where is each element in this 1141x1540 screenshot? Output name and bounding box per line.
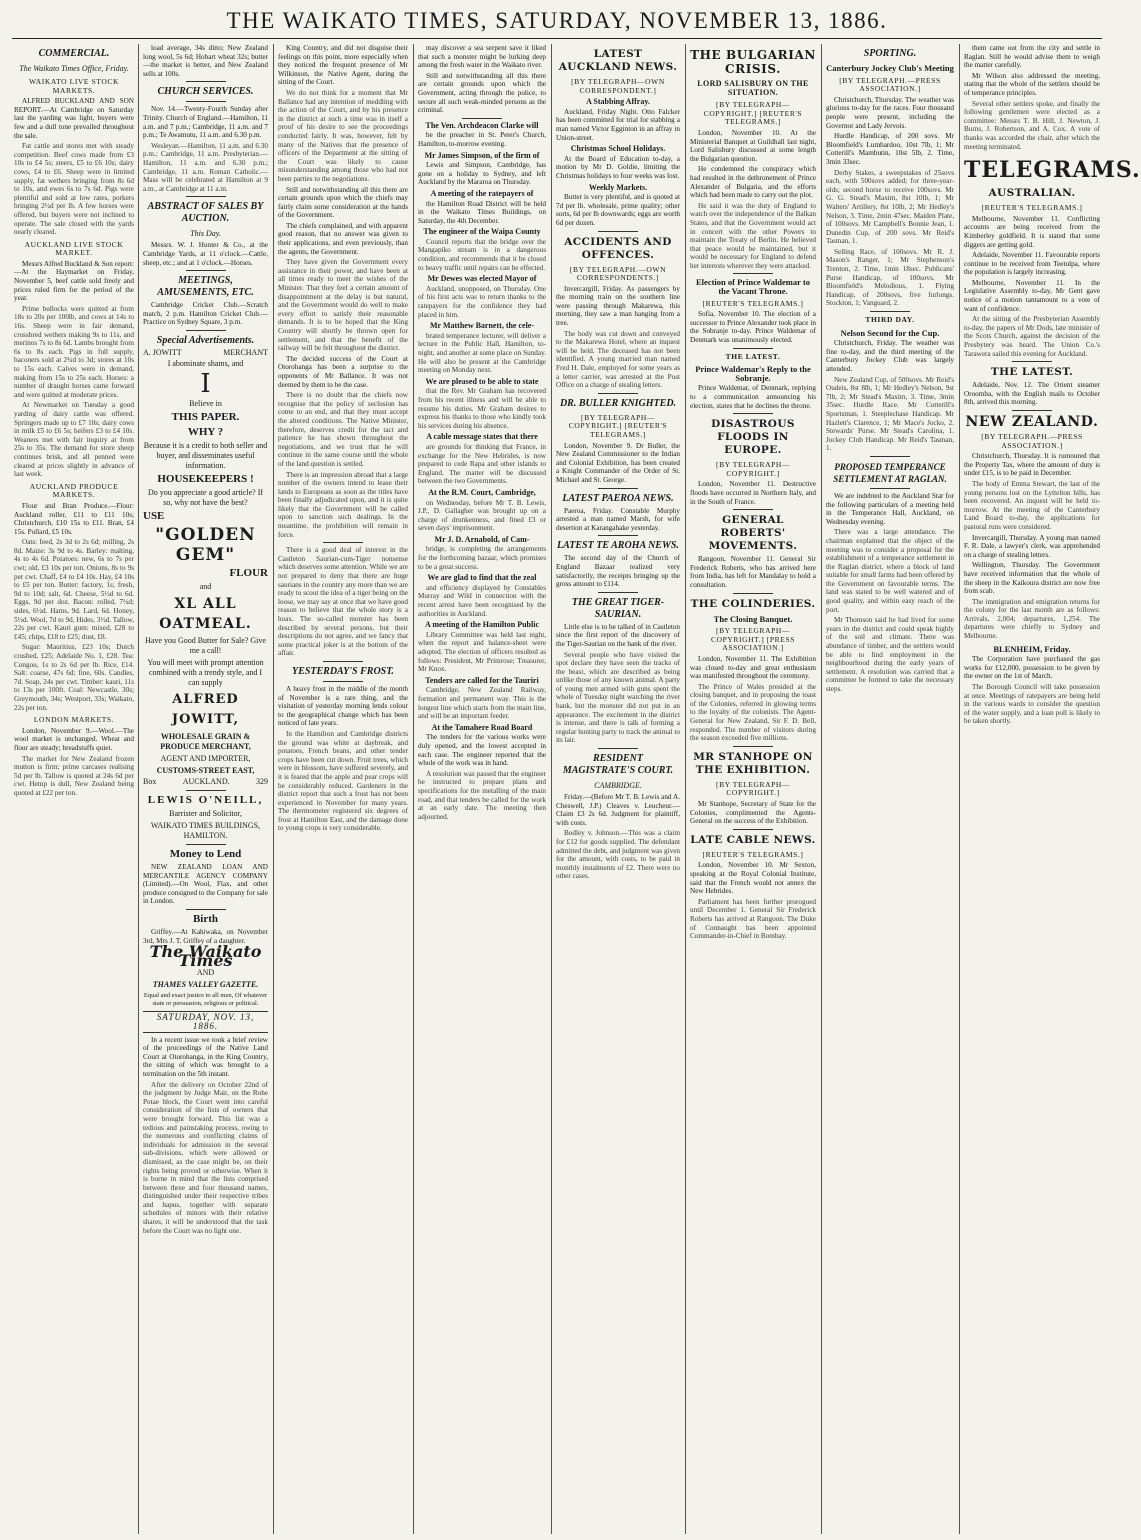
press-credit: [REUTER'S TELEGRAMS.] [981, 203, 1083, 213]
section-heading: ABSTRACT OF SALES BY AUCTION. [147, 201, 264, 225]
paragraph: King Country, and did not disguise their feelings on this point, more especially when they noticed the frequent presence of Mr Wilkinson, the Native Agent, during the sitting of the Court. [278, 44, 408, 87]
column-rule [685, 44, 686, 1534]
subheading: The Closing Banquet. [713, 613, 793, 624]
top-rule [12, 38, 1102, 39]
ad-product: "GOLDEN GEM" [155, 525, 256, 566]
subheading: LONDON MARKETS. [33, 715, 115, 725]
flag-motto: Equal and exact justice to all men, Of whatever state or persuasion, religious or political. [143, 992, 268, 1008]
ad-line: FLOUR [229, 567, 268, 580]
paragraph: Invercargill, Friday. As passengers by the morning train on the southern line were passing through Makarewa, this morning, they saw a man hanging from a tree. [556, 284, 680, 328]
paragraph: ALFRED BUCKLAND AND SON REPORT.—At Cambridge on Saturday last the yarding was light, buyers were few and a dull tone prevailed throughout the sale. [14, 97, 134, 140]
subheading: THIRD DAY. [865, 315, 915, 325]
ad-line: Have you Good Butter for Sale? Give me a call! [145, 636, 266, 656]
ad-city: AUCKLAND. [182, 777, 230, 787]
divider [186, 844, 226, 845]
paragraph: the Hamilton Road District will be held in the Waikato Times Buildings, on Saturday, the 4th December. [418, 199, 546, 225]
filler-text: The body of Emma Stewart, the last of the young persons lost on the Lyttelton hills, has been recovered. An inquest will be held to-morrow. At the meeting of the Canterbury Land Board to-day, the applications for pastoral runs were considered. [964, 479, 1100, 531]
divider [186, 330, 226, 331]
paragraph: Flour and Bran Produce.—Flour: Auckland roller, £11 to £11 10s; Christchurch, £10 15s to £11. Bran, £4 15s. Pollard, £5 10s. [14, 501, 134, 536]
paragraph: load average, 34s ditto; New Zealand long wool, 5s 6d; Hobart wheat 32s; butter—the market is better, and New Zealand sells at 100s. [143, 44, 268, 78]
paragraph: Friday.—(Before Mr T. B. Lewis and A. Cheswell, J.P.) Cleaves v. Leucheur.—Claim £3 2s 6d. Judgment for plaintiff, with costs. [556, 793, 680, 827]
leader-paragraph: In a recent issue we took a brief review of the proceedings of the Native Land Court at Otorohanga, in the King Country, the sitting of which was brought to a termination on the 5th instant. [143, 1035, 268, 1078]
column-local-news [418, 44, 546, 1534]
press-credit: [REUTER'S TELEGRAMS.] [702, 849, 804, 859]
section-heading: COMMERCIAL. [38, 48, 110, 59]
paragraph: them came out from the city and settle in Raglan. Still he would advise them to weigh the matter carefully. [964, 44, 1100, 70]
filler-text: Mr Thomson said he had lived for some years in the district and could speak highly of the soil and climate. There was abundance of timber, and the settlers would be able to find employment in the neighbourhood during the early years of settlement. A resolution was carried that a committee be formed to take the necessary steps. [826, 616, 954, 693]
subheading: AUCKLAND LIVE STOCK MARKET. [24, 239, 124, 258]
section-heading: LATE CABLE NEWS. [690, 833, 816, 846]
paragraph: The second day of the Church of England Bazaar realized very satisfactorily, the receipts bringing up the gross amount to £114. [556, 554, 680, 589]
paragraph: Adelaide, Nov. 12. The Orient steamer Oroomba, with the English mails to October 8th, arrived this morning. [964, 381, 1100, 407]
section-heading: LATEST TE AROHA NEWS. [557, 540, 679, 552]
filler-text: Fat cattle and stores met with steady competition. Beef cows made from £3 10s to £4 5s; steers, £5 to £6 10s; dairy cows, £4 to £6. Sheep were in limited supply, fat wethers bringing from 8s 6d to 10s, and ewes 6s to 7s 6d. Pigs were plentiful and sold at low rates, porkers bringing 2½d per lb. A few horses were offered, but buyers were not inclined to operate. The sale closed with the yards nearly cleared. [14, 142, 134, 237]
filler-text: bridge, is completing the arrangements for the forthcoming bazaar, which promises to be a great success. [418, 545, 546, 571]
paragraph: London, November 11. Destructive floods have occurred in Northern Italy, and in the South of France. [690, 480, 816, 506]
paragraph: be the preacher in St. Peter's Church, Hamilton, to-morrow evening. [418, 131, 546, 148]
news-lead: We are pleased to be able to state [425, 376, 539, 386]
filler-text: We do not think for a moment that Mr Ballance had any intention of meddling with the action of the Court, and by his presence in the district at such a time was in itself a proof of his desire to see the proceedings conducted fairly. It was, however, felt by many of the Natives that the presence of officers of the Department at the sitting of the Court was likely to cause misunderstanding among those who had not been parties to the negotiations. [278, 88, 408, 183]
paragraph: Wellington, Thursday. The Government have received information that the whole of the sheep in the Kaikoura district are now free from scab. [964, 561, 1100, 596]
section-heading: DR. BULLER KNIGHTED. [559, 397, 677, 409]
paragraph: Hurdle Handicap, of 200 sovs. Mr Bloomfield's Lumbardoo, 10st 7lb, 1; Mr Cotterill's Mambutin, 10st 5lb, 2. Time, 3min 33sec. [826, 132, 954, 166]
paragraph: The chiefs complained, and with apparent good reason, that no answer was given to their applications, and even previously, than the agents, the Government. [278, 221, 408, 256]
divider [598, 488, 638, 489]
section-heading: TELEGRAMS. [964, 157, 1141, 184]
ad-heading: Birth [192, 913, 219, 926]
news-lead: Weekly Markets. [588, 182, 648, 192]
filler-text: The market for New Zealand frozen mutton is firm; prime carcases realising 5d per lb. Tallow is quoted at 24s 6d per cwt. Hemp is dull, New Zealand being quoted at £22 per ton. [14, 754, 134, 797]
paragraph: Still and notwithstanding all this there are certain grounds upon which the Government, acting through the police, to secure all such weak-minded persons as the criminal. [418, 71, 546, 115]
news-lead: We are glad to find that the zeal [427, 573, 537, 583]
ad-line: I abominate shams, and [167, 359, 244, 369]
press-credit: [BY TELEGRAPH—COPYRIGHT.] [REUTER'S TELEGRAMS.] [568, 412, 668, 439]
paragraph: Little else is to be talked of in Castleton since the first report of the discovery of the Tiger-Saurian on the bank of the river. [556, 622, 680, 648]
filler-text: The body was cut down and conveyed to the Makarewa Hotel, where an inquest will be held. The deceased has not been identified. A young married man named Fred H. Dale, employed for some years as a letter carrier, was arrested at the Post Office on a charge of stealing letters. [556, 329, 680, 390]
section-heading: THE BULGARIAN CRISIS. [690, 48, 816, 76]
ad-line: THIS PAPER. [171, 411, 240, 424]
subheading: THE LATEST. [725, 351, 781, 361]
news-lead: Mr Matthew Barnett, the cele- [429, 321, 535, 331]
ad-line: You will meet with prompt attention combined with a trendy style, and I can supply [147, 658, 264, 688]
flag-subtitle: THAMES VALLEY GAZETTE. [152, 980, 259, 990]
filler-text: Sugar: Mauritius, £23 10s; Dutch crushed, £25; Adelaide No. 1, £28. Tea: Congou, 1s to 2s 6d per lb. Rice, £14. Salt: coarse, 47s 6d; fine, 60s. Candles, 7d. Soap, 24s per cwt. Timber: kauri, 11s to 13s per 100ft. Coal: Newcastle, 30s; Greymouth, 34s; Westport, 33s; Waikato, 22s per ton. [14, 643, 134, 712]
divider [598, 535, 638, 536]
filler-text: A resolution was passed that the engineer be instructed to prepare plans and specifications for the metalling of the main road, and that tenders be called for the work at an early date. The meeting then adjourned. [418, 769, 546, 821]
paragraph: At the Board of Education to-day, a motion by Mr D. Goldie, limiting the Christmas holidays to four weeks was lost. [556, 154, 680, 180]
filler-text: Library Committee was held last night, when the report and balance-sheet were adopted. The election of officers resulted as follows: President, Mr Primrose; Treasurer, Mr Knox. [418, 630, 546, 674]
ad-name: LEWIS O'NEILL, [147, 794, 264, 807]
filler-text: The immigration and emigration returns for the colony for the last month are as follows: Arrivals, 2,004; departures, 1,254. The departures were chiefly to Sydney and Melbourne. [964, 597, 1100, 641]
news-lead: A cable message states that there [426, 432, 538, 442]
paragraph: Messrs Alfred Buckland & Son report:—At the Haymarket on Friday, November 5, beef cattle sold freely and prices ruled firm for the period of the year. [14, 259, 134, 303]
subheading: Nelson Second for the Cup. [840, 327, 940, 338]
divider [186, 81, 226, 82]
paragraph: Mr Stanhope, Secretary of State for the Colonies, complimented the Agents-General on the success of the Exhibition. [690, 800, 816, 826]
paragraph: Christchurch, Thursday. The weather was glorious to-day for the races. Four thousand people were present, including the Governor and Lady Jervois. [826, 95, 954, 130]
ad-product: XL ALL OATMEAL. [159, 596, 252, 633]
divider [870, 311, 910, 312]
paragraph: Lewis and Simpson, Cambridge, has gone on a holiday to Sydney, and left Auckland by the Mararoa on Thursday. [418, 161, 546, 187]
press-credit: [BY TELEGRAPH—COPYRIGHT.] [PRESS ASSOCIATION.] [710, 626, 795, 653]
divider [323, 661, 363, 662]
paragraph: The decided success of the Court at Otorohanga has been a surprise to the opponents of Mr Ballance. It was not deemed by them to be the case. [278, 354, 408, 389]
section-heading: MR STANHOPE ON THE EXHIBITION. [693, 750, 813, 776]
ad-line: and [199, 582, 212, 592]
paragraph: He condemned the conspiracy which had resulted in the dethronement of Prince Alexander of Bulgaria, and the efforts which had been made to carry out the plot. [690, 165, 816, 200]
column-notices [143, 44, 268, 1534]
section-heading: YESTERDAY'S FROST. [292, 665, 394, 677]
filler-text: After the delivery on October 22nd of the judgment by Judge Mair, on the Rohe Potae block, the Court went into careful consideration of the lists of owners that were brought forward. This list was a tedious and painstaking process, owing to the numerous and conflicting claims of individuals for admission in the several sub-divisions, which were allowed or dismissed, as the case might be, on their rights being proved or otherwise. When it is borne in mind that the lists comprised between three and four thousand names, distinguished under their respective tribes and hapus, together with separate schedules of minors with their relative shares, it will be understood that the task before the Court was no light one. [143, 1080, 268, 1235]
filler-text: At the sitting of the Presbyterian Assembly to-day, the papers of Mr Dods, late minister of the Scots Church, against the decision of the Presbytery was heard. The Union Co.'s Tarawera sailed this evening for Auckland. [964, 315, 1100, 358]
section-heading: LATEST PAEROA NEWS. [562, 492, 674, 504]
column-rule [413, 44, 414, 1534]
divider [870, 456, 910, 457]
ad-header [143, 349, 268, 358]
divider [1012, 410, 1052, 411]
press-credit: [REUTER'S TELEGRAMS.] [702, 298, 804, 308]
ad-box: Box [143, 777, 157, 787]
column-rule [959, 44, 960, 1534]
filler-text: Several other settlers spoke, and finally the following gentlemen were elected as a committee: Messrs T. B. Hill, J. Newton, J. Burns, J. Robertson, and A. Cox. A vote of thanks was accorded the chair, after which the meeting terminated. [964, 99, 1100, 151]
filler-text: He said it was the duty of England to watch over the independence of the Balkan States, and that the Government would act in concert with the other Powers to maintain the Treaty of Berlin. He believed that peace would be maintained, but it would be necessary for England to defend her interests wherever they were attacked. [690, 201, 816, 270]
section-heading: Special Advertisements. [156, 334, 255, 346]
filler-text: Oats: feed, 2s 3d to 2s 6d; milling, 2s 8d. Maize: 3s 9d to 4s. Barley: malting, 4s to 4s 6d. Potatoes: new, 6s to 7s per cwt; old, £3 10s per ton. Onions, 8s to 9s per cwt. Chaff, £4 to £4 10s. Hay, £4 10s to £5 per ton. Butter: factory, 1s; fresh, 9d to 10d; salt, 6d. Cheese, 5½d to 6d. Eggs, 9d per doz. Bacon: rolled, 7½d; sides, 6½d. Hams, 9d. Lard, 6d. Honey, 5½d. Wool, 7d to 9d. Hides, 3½d. Tallow, 22s per cwt. Kauri gum: mixed, £28 to £45; chips, £18 to £25; dust, £8. [14, 538, 134, 641]
divider [733, 348, 773, 349]
ad-line: Barrister and Solicitor, [169, 809, 242, 819]
issue-date: SATURDAY, NOV. 13, 1886. [143, 1011, 268, 1032]
paragraph: Melbourne, November 11. In the Legislative Assembly to-day, Mr Gent gave notice of a motion tantamount to a vote of want of confidence. [964, 278, 1100, 313]
subheading: Canterbury Jockey Club's Meeting [826, 63, 954, 73]
paragraph: London, November 9.—Wool.—The wool market is unchanged. Wheat and flour are steady; breadstuffs quiet. [14, 726, 134, 752]
divider [1012, 361, 1052, 362]
filler-text: Prime bullocks were quitted at from 18s to 20s per 100lb, and cows at 14s to 16s. Sheep were in fair demand, crossbred wethers making 9s to 11s, and merinos 7s to 8s 6d. Lambs brought from 6s to 8s each. Pigs in full supply, baconers sold at 2¾d to 3d; stores at 10s to 15s each. Calves were in demand, making from 15s to 25s each. Horses: a number of draught horses came forward and were quitted at moderate prices. [14, 304, 134, 399]
filler-text: that the Rev. Mr Graham has recovered from his recent illness and will be able to resume his duties. Mr Graham desires to express his thanks to those who kindly took his services during his absence. [418, 387, 546, 430]
paragraph: London, November 9. Dr Buller, the New Zealand Commissioner to the Indian and Colonial Exhibition, has been created a Knight Commander of the Order of St. Michael and St. George. [556, 441, 680, 484]
newspaper-flag: The Waikato Times [149, 942, 262, 970]
section-heading: THE COLINDERIES. [690, 597, 816, 610]
section-heading: GENERAL ROBERTS' MOVEMENTS. [708, 514, 798, 553]
section-heading: LATEST AUCKLAND NEWS. [558, 48, 678, 73]
paragraph: Sofia, November 10. The election of a successor to Prince Alexander took place in the Sobranje to-day. Prince Waldemar of Denmark was unanimously elected. [690, 310, 816, 345]
paragraph: Still and notwithstanding all this there are certain grounds upon which the chiefs may fairly claim some consideration at the hands of the Government. [278, 185, 408, 220]
section-heading: CHURCH SERVICES. [157, 86, 254, 98]
paragraph: London, November 11. The Exhibition was closed to-day and great enthusiasm was manifested throughout the ceremony. [690, 654, 816, 681]
paragraph: Rangoon, November 11. General Sir Frederick Roberts, who has arrived here from India, has left for Mandalay to hold a consultation. [690, 555, 816, 589]
filler-text: on Wednesday, before Mr T. B. Lewis, J.P., D. Gallagher was brought up on a charge of drunkenness, and fined £3 or seven days' imprisonment. [418, 498, 546, 533]
filler-text: Auckland, unopposed, on Thursday. One of his first acts was to return thanks to the ratepayers for the confidence they had placed in him. [418, 284, 546, 319]
filler-text: brated temperance lecturer, will deliver a lecture in the Public Hall, Hamilton, to-night, and another at some place on Sunday. He will also be present at the Cambridge meeting on Monday next. [418, 331, 546, 375]
ad-heading: Money to Lend [169, 848, 242, 861]
press-credit: [BY TELEGRAPH—COPYRIGHT.] [715, 779, 791, 798]
news-lead: A Stabbing Affray. [586, 97, 650, 107]
filler-text: are grounds for thinking that France, in exchange for the New Hebrides, is now prepared to cede Rapa and other islands to England. The matter will be discussed between the two Governments. [418, 442, 546, 486]
filler-text: Bodley v. Johnson.—This was a claim for £12 for goods supplied. The defendant admitted the debt, and judgment was given for the amount, with costs, to be paid in monthly instalments of £2. There were no other cases. [556, 829, 680, 881]
divider [186, 909, 226, 910]
column-cable-news [690, 44, 816, 1534]
paragraph: Cambridge Cricket Club.—Scratch match, 2 p.m. Hamilton Cricket Club.—Practice on Sydney Square, 3 p.m. [143, 301, 268, 327]
paragraph: Christchurch, Friday. The weather was fine to-day, and the third meeting of the Canterbury Jockey Club was largely attended. [826, 339, 954, 373]
ad-line: Do you appreciate a good article? If so, why not have the best? [147, 488, 264, 508]
divider [186, 101, 226, 102]
press-credit: [BY TELEGRAPH.—PRESS ASSOCIATION.] [839, 75, 941, 94]
divider [733, 829, 773, 830]
paragraph: The Corporation have purchased the gas works for £12,000, possession to be given by the owner on the 1st of March. [964, 655, 1100, 681]
paragraph: NEW ZEALAND LOAN AND MERCANTILE AGENCY COMPANY (Limited).—On Wool, Flax, and other produce consigned to the Company for sale in London. [143, 863, 268, 906]
section-heading: THE GREAT TIGER-SAURIAN. [571, 596, 665, 620]
subheading: CAMBRIDGE. [594, 781, 642, 791]
divider [733, 746, 773, 747]
paragraph: London, November 10. At the Ministerial Banquet at Guildhall last night, Lord Salisbury discussed at some length the Bulgarian question. [690, 128, 816, 163]
advertiser-name: A. JOWITT [143, 347, 182, 357]
advertiser-role: MERCHANT [223, 347, 268, 357]
paragraph: Adelaide, November 11. Favourable reports continue to be received from Teetulpa, where the population is largely increasing. [964, 251, 1100, 277]
subheading: WAIKATO LIVE STOCK MARKETS. [28, 77, 120, 95]
divider [598, 592, 638, 593]
subheading: AUCKLAND PRODUCE MARKETS. [29, 481, 119, 500]
filler-text: Cambridge, New Zealand Railway, formation and permanent way. This is the longest line which starts from the main line, and will be an important feeder. [418, 686, 546, 721]
ad-footer [143, 778, 268, 787]
press-credit: [BY TELEGRAPH—COPYRIGHT.] [715, 460, 791, 478]
paragraph: Messrs. W. J. Hunter & Co., at the Cambridge Yards, at 11 o'clock.—Cattle, sheep, etc.; and at 1 o'clock.—Horses. [143, 241, 268, 267]
ad-number: 329 [255, 777, 268, 787]
filler-text: In the Hamilton and Cambridge districts the ground was white at daybreak, and potatoes, French beans, and other tender crops have been cut down. Fruit trees, which were in blossom, have suffered severely, and it is feared that the apple and pear crops will be considerably reduced. Gardeners in the district report that such a frost has not been experienced in November for many years. The thermometer registered six degrees of frost at Hamilton East, and the damage done to young crops is very considerable. [278, 729, 408, 833]
subheading: Prince Waldemar's Reply to the Sobranje. [695, 364, 811, 383]
divider [598, 393, 638, 394]
filler-text: Wesleyan.—Hamilton, 11 a.m. and 6.30 p.m.; Cambridge, 11 a.m. Presbyterian.—Hamilton, 11 a.m. and 6.30 p.m.; Cambridge, 11 a.m. Roman Catholic.—Mass will be celebrated at Hamilton at 9 a.m., at Cambridge at 11 a.m. [143, 141, 268, 193]
paragraph: Invercargill, Thursday. A young man named F. R. Dale, a lawyer's clerk, was apprehended on a charge of stealing letters. [964, 533, 1100, 559]
press-credit: [BY TELEGRAPH—COPYRIGHT.] [REUTER'S TELEGRAMS.] [703, 100, 803, 127]
ad-line: WAIKATO TIMES BUILDINGS, HAMILTON. [150, 821, 261, 841]
filler-text: Several people who have visited the spot declare they have seen the tracks of the beast, which are described as being unlike those of any known animal. A party of young men armed with guns spent the whole of Tuesday night watching the river bank, but the monster did not put in an appearance. The excitement in the district is intense, and there is talk of forming a regular hunting party to track the animal to its lair. [556, 650, 680, 745]
divider [323, 681, 363, 682]
filler-text: The Borough Council will take possession at once. Meetings of ratepayers are being held in the various wards to consider the question of the water supply, and a loan poll is likely to be taken shortly. [964, 683, 1100, 726]
ad-line: Believe in [189, 399, 222, 409]
paragraph: Nov. 14.—Twenty-Fourth Sunday after Trinity. Church of England.—Hamilton, 11 a.m. and 7 p.m.; Cambridge, 11 a.m. and 7 p.m.; Te Awamutu, 11 a.m. and 6.30 p.m. [143, 105, 268, 140]
filler-text: They have given the Government every assistance in their power, and have been at all times ready to meet the wishes of the Minister. That they feel a certain amount of disappointment at the delay is but natural, and the Government would do well to make every effort to satisfy their reasonable demands. It is to be hoped that the King Country will shortly be thrown open for settlement, and that the benefit of the railway will be felt throughout the district. [278, 258, 408, 353]
column-rule [551, 44, 552, 1534]
divider [186, 270, 226, 271]
column-rule [821, 44, 822, 1534]
section-heading: THE LATEST. [990, 366, 1074, 379]
section-heading: PROPOSED TEMPERANCE SETTLEMENT AT RAGLAN. [833, 461, 947, 484]
filler-text: Parliament has been further prorogued until December 1. General Sir Frederick Roberts has arrived at Rangoon. The Duke of Connaught has been appointed Commander-in-Chief in Bombay. [690, 897, 816, 941]
paragraph: Mr Wilson also addressed the meeting, stating that the whole of the settlers should be of temperance principles. [964, 71, 1100, 97]
news-lead: At the Tamahere Road Board [431, 722, 533, 732]
column-rule [138, 44, 139, 1534]
section-heading: ACCIDENTS AND OFFENCES. [564, 235, 672, 261]
divider [462, 118, 502, 119]
flag-and: AND [196, 968, 215, 978]
divider [186, 790, 226, 791]
divider [733, 593, 773, 594]
news-lead: A meeting of the Hamilton Public [425, 620, 539, 630]
section-heading: NEW ZEALAND. [965, 414, 1099, 430]
section-heading: AUSTRALIAN. [988, 187, 1076, 200]
section-heading: DISASTROUS FLOODS IN EUROPE. [711, 418, 795, 457]
filler-text: and efficiency displayed by Constables Murray and Wild in connection with the recent arrest have been recognised by the authorities in Auckland. [418, 583, 546, 618]
divider [733, 273, 773, 274]
column-commercial [14, 44, 134, 1534]
news-lead: Mr J. D. Arnabold, of Cam- [434, 534, 530, 544]
news-lead: The Ven. Archdeacon Clarke will [425, 120, 539, 130]
filler-text: Selling Race, of 100sovs. Mr R. J. Mason's Ranger, 1; Mr Stephenson's Trenton, 2. Time, 1min 18sec. Publicans' Purse Handicap, of 100sovs. Mr Bloomfield's Melodious, 1. Flying Handicap, of 200sovs, five furlongs. Stockton, 1; Vanguard, 2. [826, 247, 954, 308]
filler-text: Derby Stakes, a sweepstakes of 25sovs each, with 500sovs added; for three-year-olds; second horse to receive 100sovs. Mr G. G. Stead's Maxim, 8st 10lb, 1; Mr Walters' Artillery, 8st 10lb, 2; Mr Hedley's Nelson, 3. Time, 2min 47sec. Maiden Plate, of 100sovs. Mr Campbell's Bonnie Jean, 1. Dunedin Cup, of 200 sovs. Mr Reid's Tasman, 1. [826, 168, 954, 246]
dateline: The Waikato Times Office, Friday. [19, 64, 129, 73]
news-lead: The engineer of the Waipa County [423, 227, 541, 237]
column-rule [273, 44, 274, 1534]
filler-text: The Prince of Wales presided at the closing banquet, and in proposing the toast of the Colonies, referred in glowing terms to the loyalty of the colonists. The Agent-General for New Zealand, Sir F. D. Bell, responded. The number of visitors during the season exceeded five millions. [690, 682, 816, 743]
ad-signature: ALFRED JOWITT, [171, 692, 240, 728]
masthead: THE WAIKATO TIMES, SATURDAY, NOVEMBER 13, 1886. [226, 8, 888, 33]
subheading: Election of Prince Waldemar to the Vacant Throne. [696, 277, 810, 297]
news-lead: Mr James Simpson, of the firm of [424, 150, 540, 160]
subheading: BLENHEIM, Friday. [993, 643, 1071, 654]
column-leader [278, 44, 408, 1534]
ad-line: Because it is a credit to both seller and buyer, and disseminates useful information. [143, 441, 268, 471]
filler-text: There is a good deal of interest in the Castleton Saurian-cum-Tiger nonsense which deserves some attention. While we are not prepared to deny that there are huge saurians in the country any more than we are ready to scout the idea of a tiger being on the loose, we may say at once that we have good reason to believe that the whole story is a hoax. The so-called monster has been described by several persons, but their descriptions do not agree, and we fancy that some practical joker is at the bottom of the affair. [278, 546, 408, 658]
news-lead: A meeting of the ratepayers of [430, 188, 534, 198]
paragraph: Griffey.—At Kahiwaka, on November 3rd, Mrs J. T. Griffey of a daughter. [143, 928, 268, 945]
divider [870, 488, 910, 489]
news-lead: Christmas School Holidays. [570, 144, 666, 154]
paragraph: The tenders for the various works were duly opened, and the lowest accepted in each case. The engineer reported that the whole of the work was in hand. [418, 733, 546, 768]
divider [598, 748, 638, 749]
press-credit: [BY TELEGRAPH.—PRESS ASSOCIATION.] [981, 432, 1083, 450]
section-heading: SPORTING. [863, 48, 917, 59]
subheading: LORD SALISBURY ON THE SITUATION. [697, 79, 809, 97]
paragraph: We are indebted to the Auckland Star for the following particulars of a meeting held in the Temperance Hall, Auckland, on Wednesday evening. [826, 491, 954, 526]
column-telegrams [964, 44, 1141, 1534]
filler-text: There is no doubt that the chiefs now recognise that the policy of seclusion has come to an end, and that they must accept the altered conditions. The Native Minister, therefore, deserves credit for the tact and patience he has shown throughout the negotiations, and we trust that he will continue in the same course until the whole of the land question is settled. [278, 391, 408, 468]
filler-text: At Newmarket on Tuesday a good yarding of dairy cattle was offered. Springers made up to £7 10s; dairy cows in milk £5 to £6 5s; heifers £3 to £4 10s. Weaners met with fair inquiry at from 25s to 35s. The demand for store sheep continues brisk, and all penned were cleared at prices slightly in advance of last week. [14, 401, 134, 479]
divider [733, 509, 773, 510]
news-lead: At the R.M. Court, Cambridge, [428, 487, 536, 497]
ad-line: WHOLESALE GRAIN & PRODUCE MERCHANT, [160, 732, 251, 752]
divider [186, 196, 226, 197]
press-credit: [BY TELEGRAPH—OWN CORRESPONDENT.] [571, 77, 665, 95]
paragraph: Butter is very plentiful, and is quoted at 7d per lb. wholesale, prime quality; other sorts, 6d per lb downwards; eggs are worth 6d per dozen. [556, 193, 680, 227]
filler-text: Council reports that the bridge over the Mangapiko stream is in a dangerous condition, and recommends that it be closed to heavy traffic until repairs can be effected. [418, 237, 546, 272]
ad-line: USE [143, 510, 165, 523]
divider [733, 413, 773, 414]
ad-line: HOUSEKEEPERS ! [157, 473, 254, 486]
paragraph: Auckland, Friday Night. Otto Falcker has been committed for trial for stabbing a man named Victor Egginton in an affray in Union-street. [556, 107, 680, 142]
news-lead: Mr Dewes was elected Mayor of [427, 274, 537, 284]
subheading: This Day. [190, 229, 221, 239]
filler-text: There was a large attendance. The chairman explained that the object of the meeting was to consider a proposal for the establishment of a temperance settlement in the Raglan district, where a block of land suitable for small farms had been offered by the Government on favourable terms. The land was stated to be well watered and of good quality, and within easy reach of the port. [826, 528, 954, 614]
column-telegraph-news [556, 44, 680, 1534]
ad-line: CUSTOMS-STREET EAST, [156, 766, 255, 776]
column-sporting [826, 44, 954, 1534]
divider [323, 542, 363, 543]
section-heading: MEETINGS, AMUSEMENTS, ETC. [157, 275, 254, 299]
press-credit: [BY TELEGRAPH.—OWN CORRESPONDENTS.] [569, 264, 667, 283]
ad-line: WHY ? [187, 426, 224, 439]
divider [598, 231, 638, 232]
paragraph: may discover a sea serpent save it liked that such a monster might be lurking deep among the fresh water in the Waikato river. [418, 44, 546, 70]
paragraph: Melbourne, November 11. Conflicting accounts are being received from the Kimberley goldfield. It is stated that some diggers are getting gold. [964, 214, 1100, 249]
paragraph: Paeroa, Friday. Constable Murphy arrested a man named Marsh, for wife desertion at Karangahake yesterday. [556, 506, 680, 532]
ad-big-letter: I [200, 369, 211, 400]
filler-text: There is an impression abroad that a large number of the owners intend to lease their lands to Europeans as soon as the titles have been finally adjudicated upon, and it is quite likely that the Government will be called upon to sanction such dealings. In the meantime, the prohibition will remain in force. [278, 470, 408, 539]
filler-text: New Zealand Cup, of 500sovs. Mr Reid's Oudeis, 8st 8lb, 1; Mr Hedley's Nelson, 9st 7lb, 2; Mr Stead's Maxim, 3. Time, 3min 35sec. Hurdle Race. Mr Cotterill's Sportsman, 1. Steeplechase Handicap. Mr Hazlett's Clarence, 1; Mr Mace's Jocko, 2. Stewards' Purse. Mr Stead's Carolina, 1. Jockey Club Handicap. Mr Reid's Tasman, 1. [826, 375, 954, 453]
section-heading: RESIDENT MAGISTRATE'S COURT. [562, 753, 674, 777]
paragraph: London, November 10. Mr Sexton, speaking at the Royal Colonial Institute, said that the French would not annex the New Hebrides. [690, 861, 816, 896]
ad-line: AGENT AND IMPORTER, [160, 754, 251, 764]
news-lead: Tenders are called for the Tauriri [425, 675, 539, 685]
paragraph: A heavy frost in the middle of the month of November is a rare thing, and the visitation of yesterday morning lends colour to the geographical change which has been noticed of late years. [278, 684, 408, 728]
paragraph: Prince Waldemar, of Denmark, replying to a communication announcing his election, states that he declines the throne. [690, 384, 816, 410]
paragraph: Christchurch, Thursday. It is rumoured that the Property Tax, where the amount of duty is under £15, is to be paid in December. [964, 452, 1100, 478]
